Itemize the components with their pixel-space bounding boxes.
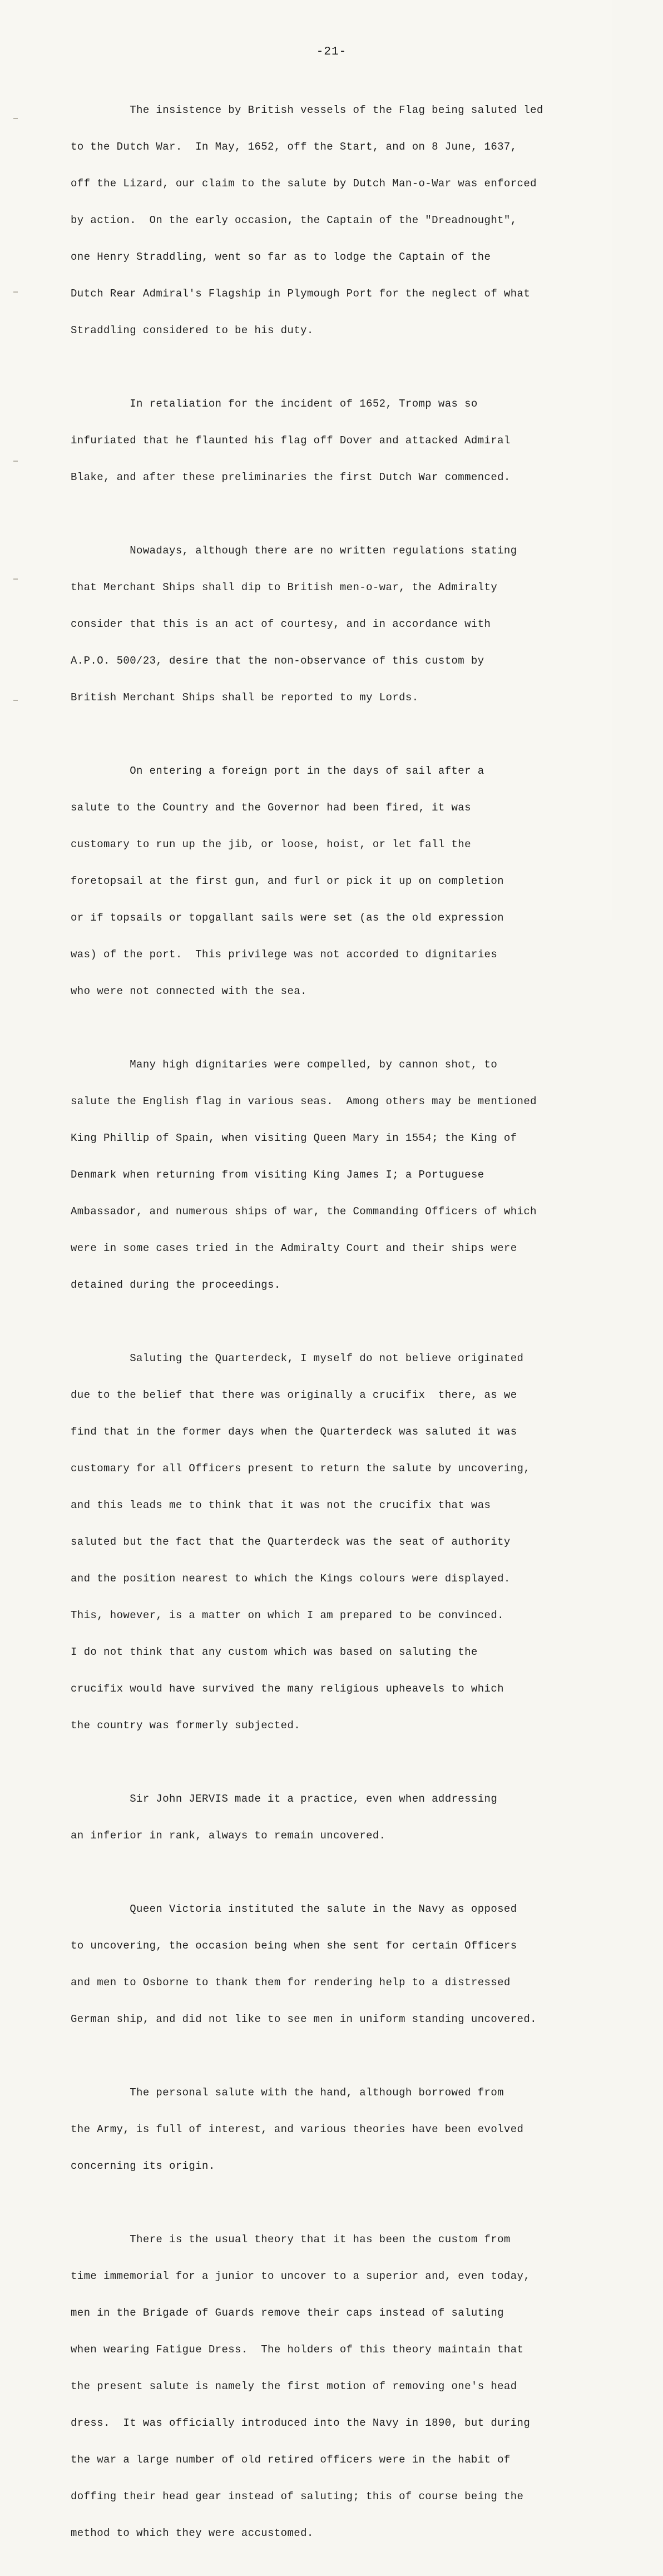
paragraph-2: [71, 373, 605, 508]
text-line: the present salute is namely the first motion of removing one's head: [71, 2380, 517, 2392]
margin-mark: [13, 579, 18, 580]
text-line: In retaliation for the incident of 1652, Tromp was so: [71, 398, 478, 410]
text-line: Queen Victoria instituted the salute in the Navy as opposed: [71, 1903, 517, 1915]
text-line: Dutch Rear Admiral's Flagship in Plymough Port for the neglect of what: [71, 288, 531, 300]
text-line: Nowadays, although there are no written regulations stating: [71, 545, 517, 557]
text-line: method to which they were accustomed.: [71, 2527, 314, 2539]
text-line: men in the Brigade of Guards remove their caps instead of saluting: [71, 2307, 504, 2319]
text-line: I do not think that any custom which was based on saluting the: [71, 1646, 478, 1658]
text-line: infuriated that he flaunted his flag off Dover and attacked Admiral: [71, 434, 511, 447]
paragraph-6: [71, 1328, 605, 1756]
text-line: to uncovering, the occasion being when she sent for certain Officers: [71, 1940, 517, 1952]
text-line: Many high dignitaries were compelled, by cannon shot, to: [71, 1059, 498, 1071]
text-line: Denmark when returning from visiting King James I; a Portuguese: [71, 1169, 484, 1181]
text-line: was) of the port. This privilege was not accorded to dignitaries: [71, 948, 498, 961]
text-line: A.P.O. 500/23, desire that the non-observance of this custom by: [71, 655, 484, 667]
text-line: the country was formerly subjected.: [71, 1719, 301, 1732]
text-line: consider that this is an act of courtesy, and in accordance with: [71, 618, 491, 630]
text-line: doffing their head gear instead of saluting; this of course being the: [71, 2490, 524, 2503]
text-line: There is the usual theory that it has been the custom from: [71, 2233, 511, 2246]
text-line: the war a large number of old retired officers were in the habit of: [71, 2454, 511, 2466]
text-line: Blake, and after these preliminaries the first Dutch War commenced.: [71, 471, 511, 483]
text-line: British Merchant Ships shall be reported to my Lords.: [71, 691, 419, 704]
body-text: [71, 80, 605, 2576]
paragraph-5: [71, 1034, 605, 1316]
paragraph-1: [71, 80, 605, 361]
text-line: Ambassador, and numerous ships of war, the Commanding Officers of which: [71, 1205, 537, 1218]
text-line: customary for all Officers present to return the salute by uncovering,: [71, 1462, 531, 1475]
text-line: customary to run up the jib, or loose, hoist, or let fall the: [71, 838, 471, 851]
text-line: or if topsails or topgallant sails were set (as the old expression: [71, 912, 504, 924]
text-line: due to the belief that there was originally a crucifix there, as we: [71, 1389, 517, 1401]
paragraph-9: [71, 2062, 605, 2197]
text-line: On entering a foreign port in the days of sail after a: [71, 765, 484, 777]
text-line: Straddling considered to be his duty.: [71, 324, 314, 337]
text-line: concerning its origin.: [71, 2160, 215, 2172]
text-line: time immemorial for a junior to uncover to a superior and, even today,: [71, 2270, 531, 2282]
text-line: foretopsail at the first gun, and furl or pick it up on completion: [71, 875, 504, 887]
text-line: dress. It was officially introduced into the Navy in 1890, but during: [71, 2417, 531, 2429]
text-line: saluted but the fact that the Quarterdeck was the seat of authority: [71, 1536, 511, 1548]
text-line: salute to the Country and the Governor had been fired, it was: [71, 802, 471, 814]
text-line: were in some cases tried in the Admiralty Court and their ships were: [71, 1242, 517, 1254]
text-line: off the Lizard, our claim to the salute by Dutch Man-o-War was enforced: [71, 177, 537, 190]
text-line: one Henry Straddling, went so far as to lodge the Captain of the: [71, 251, 491, 263]
text-line: the Army, is full of interest, and various theories have been evolved: [71, 2123, 524, 2135]
text-line: that Merchant Ships shall dip to British men-o-war, the Admiralty: [71, 581, 498, 594]
margin-mark: [13, 461, 18, 462]
margin-mark: [13, 700, 18, 701]
text-line: crucifix would have survived the many religious upheavels to which: [71, 1683, 504, 1695]
text-line: detained during the proceedings.: [71, 1279, 281, 1291]
text-line: King Phillip of Spain, when visiting Queen Mary in 1554; the King of: [71, 1132, 517, 1144]
text-line: salute the English flag in various seas. Among others may be mentioned: [71, 1095, 537, 1107]
paragraph-3: [71, 520, 605, 728]
text-line: find that in the former days when the Quarterdeck was saluted it was: [71, 1426, 517, 1438]
text-line: German ship, and did not like to see men in uniform standing uncovered.: [71, 2013, 537, 2025]
text-line: and the position nearest to which the Kings colours were displayed.: [71, 1573, 511, 1585]
text-line: by action. On the early occasion, the Captain of the "Dreadnought",: [71, 214, 517, 226]
text-line: who were not connected with the sea.: [71, 985, 307, 997]
text-line: to the Dutch War. In May, 1652, off the Start, and on 8 June, 1637,: [71, 141, 517, 153]
text-line: and men to Osborne to thank them for rendering help to a distressed: [71, 1976, 511, 1989]
paragraph-4: [71, 740, 605, 1022]
text-line: This, however, is a matter on which I am prepared to be convinced.: [71, 1609, 504, 1621]
text-line: and this leads me to think that it was not the crucifix that was: [71, 1499, 491, 1511]
paragraph-7: [71, 1768, 605, 1866]
text-line: an inferior in rank, always to remain uncovered.: [71, 1830, 386, 1842]
text-line: The personal salute with the hand, although borrowed from: [71, 2086, 504, 2099]
text-line: The insistence by British vessels of the Flag being saluted led: [71, 104, 543, 116]
margin-mark: [13, 118, 18, 119]
margin-mark: [13, 291, 18, 293]
paragraph-10: [71, 2209, 605, 2564]
text-line: Sir John JERVIS made it a practice, even when addressing: [71, 1793, 498, 1805]
text-line: when wearing Fatigue Dress. The holders of this theory maintain that: [71, 2343, 524, 2356]
text-line: Saluting the Quarterdeck, I myself do not believe originated: [71, 1352, 524, 1364]
paragraph-8: [71, 1878, 605, 2050]
page-number: -21-: [316, 46, 347, 58]
